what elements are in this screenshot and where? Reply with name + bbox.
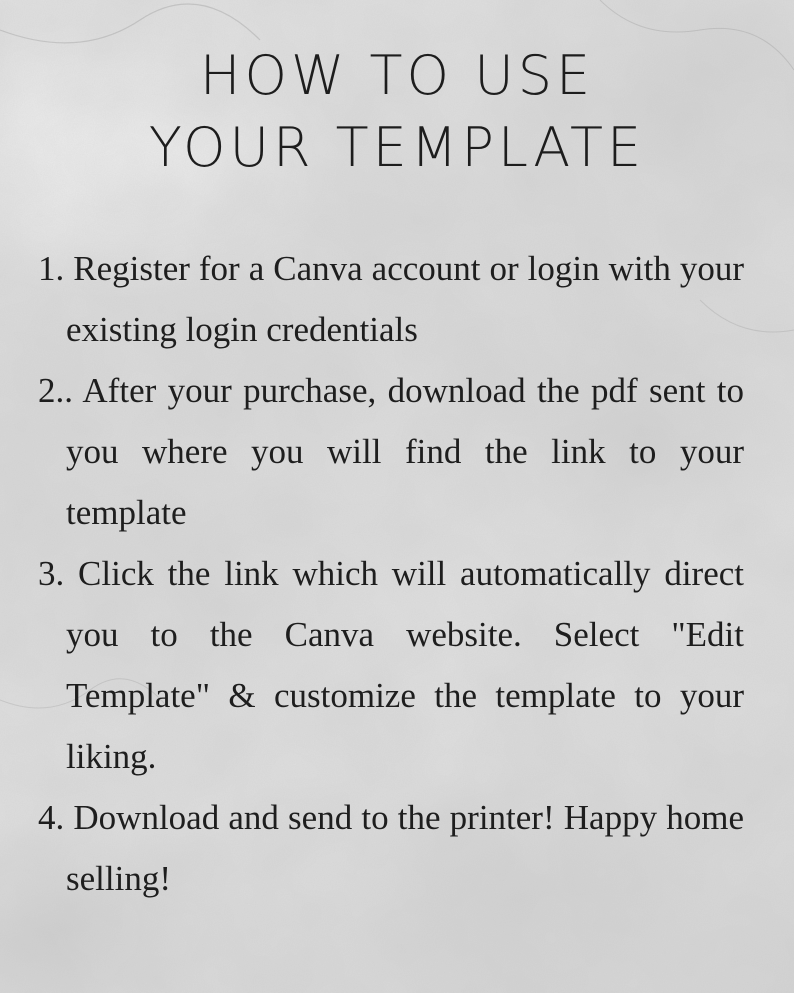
title-line-1: HOW TO USE xyxy=(199,44,595,107)
step-edit-template: 3. Click the link which will automatically direct you to the Canva website. Select "Edit Template" & customize the template to your liking. xyxy=(38,554,744,776)
title-line-2: YOUR TEMPLATE xyxy=(148,116,646,179)
step-register: 1. Register for a Canva account or login with your existing login credentials xyxy=(38,249,744,349)
step-download-pdf: 2.. After your purchase, download the pdf sent to you where you will find the link to your template xyxy=(38,371,744,532)
step-print: 4. Download and send to the printer! Happy home selling! xyxy=(38,798,744,898)
instruction-steps-list xyxy=(38,238,744,909)
page-title xyxy=(0,40,794,184)
